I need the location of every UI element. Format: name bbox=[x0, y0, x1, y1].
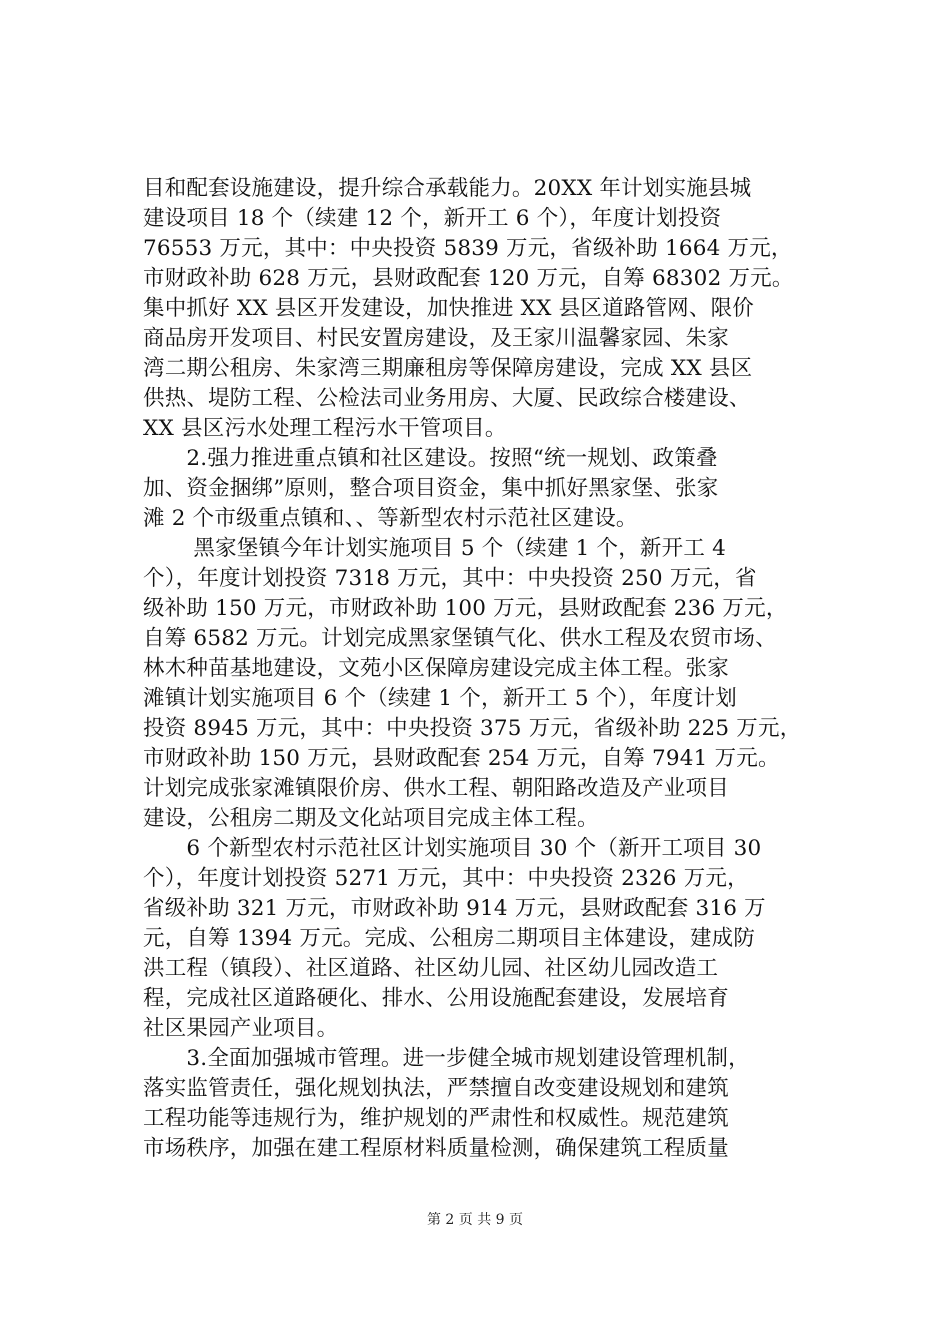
text-line: 2.强力推进重点镇和社区建设。按照“统一规划、政策叠 bbox=[143, 446, 718, 471]
text-line: 社区果园产业项目。 bbox=[143, 1016, 339, 1041]
text-line: 建设项目 18 个（续建 12 个，新开工 6 个），年度计划投资 bbox=[143, 206, 722, 231]
text-line: 洪工程（镇段）、社区道路、社区幼儿园、社区幼儿园改造工 bbox=[143, 956, 719, 981]
text-line: 元，自筹 1394 万元。完成、公租房二期项目主体建设，建成防 bbox=[143, 926, 756, 951]
text-line: 自筹 6582 万元。计划完成黑家堡镇气化、供水工程及农贸市场、 bbox=[143, 626, 777, 651]
text-line: XX 县区污水处理工程污水干管项目。 bbox=[143, 416, 507, 441]
text-line: 落实监管责任，强化规划执法，严禁擅自改变建设规划和建筑 bbox=[143, 1076, 729, 1101]
text-line: 滩 2 个市级重点镇和、、等新型农村示范社区建设。 bbox=[143, 506, 638, 531]
text-line: 76553 万元，其中：中央投资 5839 万元，省级补助 1664 万元， bbox=[143, 236, 793, 261]
text-line: 湾二期公租房、朱家湾三期廉租房等保障房建设，完成 XX 县区 bbox=[143, 356, 753, 381]
text-line: 供热、堤防工程、公检法司业务用房、大厦、民政综合楼建设、 bbox=[143, 386, 751, 411]
text-line: 工程功能等违规行为，维护规划的严肃性和权威性。规范建筑 bbox=[143, 1106, 729, 1131]
text-line: 程，完成社区道路硬化、排水、公用设施配套建设，发展培育 bbox=[143, 986, 729, 1011]
text-line: 6 个新型农村示范社区计划实施项目 30 个（新开工项目 30 bbox=[143, 836, 762, 861]
text-line: 市财政补助 628 万元，县财政配套 120 万元，自筹 68302 万元。 bbox=[143, 266, 794, 291]
text-line: 级补助 150 万元，市财政补助 100 万元，县财政配套 236 万元， bbox=[143, 596, 788, 621]
text-line: 计划完成张家滩镇限价房、供水工程、朝阳路改造及产业项目 bbox=[143, 776, 729, 801]
page-number-footer: 第 2 页 共 9 页 bbox=[426, 1212, 524, 1228]
text-line: 集中抓好 XX 县区开发建设，加快推进 XX 县区道路管网、限价 bbox=[143, 296, 754, 321]
text-line: 目和配套设施建设，提升综合承载能力。20XX 年计划实施县城 bbox=[143, 176, 752, 201]
text-line: 3.全面加强城市管理。进一步健全城市规划建设管理机制， bbox=[143, 1046, 750, 1071]
text-line: 市场秩序，加强在建工程原材料质量检测，确保建筑工程质量 bbox=[143, 1136, 729, 1161]
text-line: 建设，公租房二期及文化站项目完成主体工程。 bbox=[143, 806, 599, 831]
text-line: 黑家堡镇今年计划实施项目 5 个（续建 1 个，新开工 4 bbox=[143, 536, 726, 561]
text-line: 省级补助 321 万元，市财政补助 914 万元，县财政配套 316 万 bbox=[143, 896, 766, 921]
text-line: 个），年度计划投资 7318 万元，其中：中央投资 250 万元，省 bbox=[143, 566, 757, 591]
text-line: 投资 8945 万元，其中：中央投资 375 万元，省级补助 225 万元， bbox=[143, 716, 802, 741]
text-line: 林木种苗基地建设，文苑小区保障房建设完成主体工程。张家 bbox=[143, 656, 729, 681]
text-line: 滩镇计划实施项目 6 个（续建 1 个，新开工 5 个），年度计划 bbox=[143, 686, 737, 711]
text-line: 市财政补助 150 万元，县财政配套 254 万元，自筹 7941 万元。 bbox=[143, 746, 780, 771]
document-body bbox=[143, 174, 833, 1164]
text-line: 个），年度计划投资 5271 万元，其中：中央投资 2326 万元， bbox=[143, 866, 749, 891]
text-line: 商品房开发项目、村民安置房建设，及王家川温馨家园、朱家 bbox=[143, 326, 729, 351]
text-line: 加、资金捆绑”原则，整合项目资金，集中抓好黑家堡、张家 bbox=[143, 476, 719, 501]
